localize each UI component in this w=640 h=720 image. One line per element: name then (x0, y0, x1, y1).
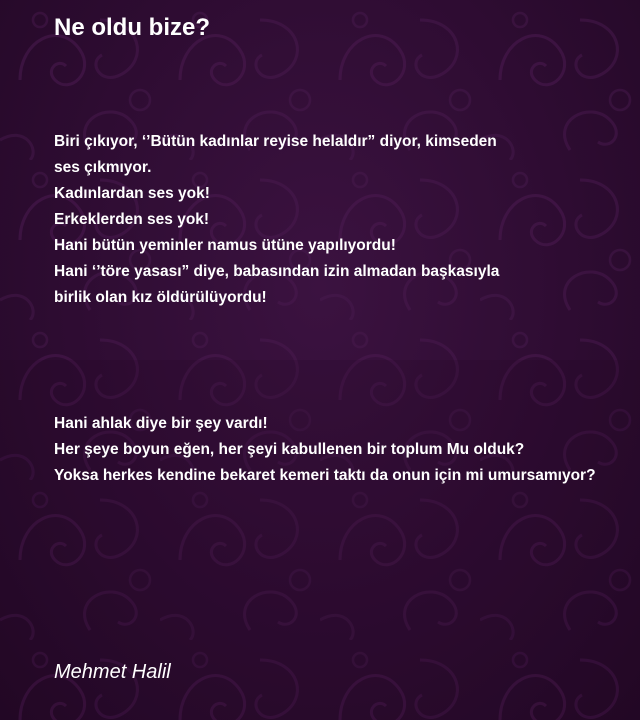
poem-line: ses çıkmıyor. (54, 159, 152, 176)
poem-title: Ne oldu bize? (54, 14, 210, 41)
poem-line: Her şeye boyun eğen, her şeyi kabullenen bir toplum Mu olduk? (54, 441, 525, 458)
poem-line: Hani bütün yeminler namus ütüne yapılıyordu! (54, 237, 396, 254)
poem-line: Hani ‘’töre yasası” diye, babasından izin almadan başkasıyla (54, 263, 500, 280)
poem-author: Mehmet Halil (54, 661, 171, 683)
stanza-1 (54, 129, 634, 311)
poem-line: Kadınlardan ses yok! (54, 185, 210, 202)
poem-line: Erkeklerden ses yok! (54, 211, 210, 228)
stanza-2 (54, 411, 634, 489)
poem-line: Hani ahlak diye bir şey vardı! (54, 415, 268, 432)
poem-line: birlik olan kız öldürülüyordu! (54, 289, 267, 306)
poem-line: Biri çıkıyor, ‘’Bütün kadınlar reyise helaldır” diyor, kimseden (54, 133, 497, 150)
poem-line: Yoksa herkes kendine bekaret kemeri taktı da onun için mi umursamıyor? (54, 467, 596, 484)
